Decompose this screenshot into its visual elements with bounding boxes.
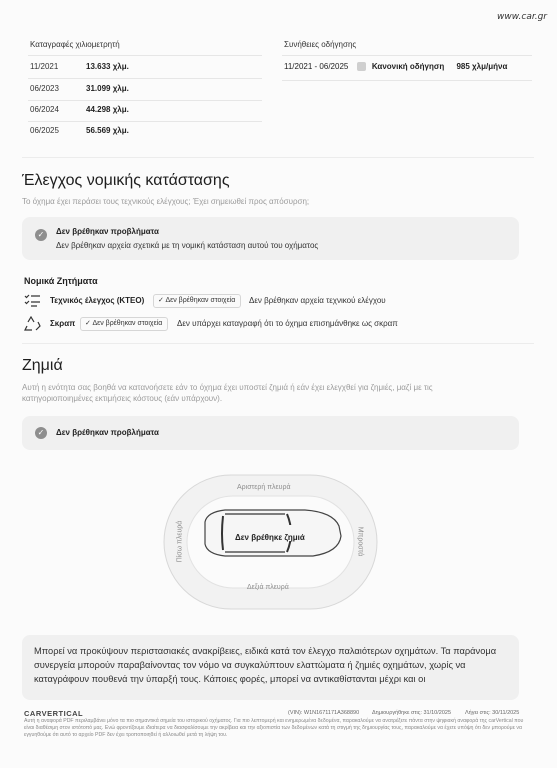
section-divider bbox=[22, 157, 534, 158]
damage-diagram bbox=[163, 474, 378, 610]
footer-disclaimer: Αυτή η αναφορά PDF περιλαμβάνει μόνο τα πιο σημαντικά σημεία του ιστορικού οχήματος. Για πιο λεπτομερή και ενημερωμένα δεδομένα, παρακαλούμε να ανατρέξετε πάντα στην ψηφιακή αναφορά της carVertical που είναι διαθέσιμη στον ιστότοπό μας. Ενώ φροντίζουμε ιδιαίτερα να διασφαλίσουμε την ακρίβεια και την αξιοπιστία των δεδομένων κατά τη στιγμή της δημιουργίας τους, παρακαλούμε να έχετε υπόψη ότι δεν μπορούμε να εγγυηθούμε ότι αυτό το αρχείο PDF δεν έχει τροποποιηθεί ή αλλοιωθεί μετά τη λήψη του. bbox=[24, 718, 524, 738]
damage-section-subtitle: Αυτή η ενότητα σας βοηθά να κατανοήσετε εάν το όχημα έχει υποστεί ζημιά ή εάν έχει ελεγχθεί για ζημιές, μαζί με τις κατηγοριοποιημένες εκτιμήσεις κόστους (εάν υπάρχουν). bbox=[22, 383, 433, 403]
legal-status-panel bbox=[22, 217, 519, 260]
odometer-header: Καταγραφές χιλιομετρητή bbox=[30, 40, 120, 49]
car-damage-label: Δεν βρέθηκε ζημιά bbox=[235, 533, 305, 542]
status-badge: ✓ Δεν βρέθηκαν στοιχεία bbox=[80, 317, 168, 331]
divider bbox=[28, 100, 262, 101]
odometer-date: 06/2025 bbox=[30, 126, 59, 135]
legal-issues-title: Νομικά Ζητήματα bbox=[24, 276, 98, 286]
odometer-date: 06/2024 bbox=[30, 105, 59, 114]
legend-swatch bbox=[357, 62, 366, 71]
legal-issue-desc: Δεν υπάρχει καταγραφή ότι το όχημα επισημάνθηκε ως σκραπ bbox=[177, 319, 398, 328]
divider bbox=[28, 55, 262, 56]
legal-section-subtitle: Το όχημα έχει περάσει τους τεχνικούς ελέγχους; Έχει σημειωθεί προς απόσυρση; bbox=[22, 197, 310, 206]
legal-section-title: Έλεγχος νομικής κατάστασης bbox=[22, 172, 230, 189]
divider bbox=[28, 121, 262, 122]
disclaimer-panel bbox=[22, 635, 519, 700]
side-label-bottom: Δεξιά πλευρά bbox=[247, 584, 289, 591]
disclaimer-text: Μπορεί να προκύψουν περιστασιακές ανακρίβειες, ειδικά κατά τον έλεγχο παλαιότερων οχημάτων. Τα παράνομα συνεργεία μπορούν παραβαίνοντας τον νόμο να συγκαλύπτουν ελαττώματα ή ζημιές οχημάτων, χωρίς να καταγράφουν πουθενά την ύπαρξή τους. Κάποιες φορές, μπορεί να αντικαθίστανται μέχρι και οι bbox=[34, 646, 497, 684]
checklist-icon bbox=[24, 293, 42, 310]
badge-label: Δεν βρέθηκαν στοιχεία bbox=[92, 320, 163, 327]
divider bbox=[282, 55, 532, 56]
legal-issue-name: Τεχνικός έλεγχος (ΚΤΕΟ) bbox=[50, 296, 145, 305]
side-label-left: Πίσω πλευρά bbox=[176, 520, 184, 563]
odometer-date: 11/2021 bbox=[30, 62, 59, 71]
footer-vin: (VIN): W1N1671171A368890 bbox=[288, 710, 360, 716]
odometer-value: 31.099 χλμ. bbox=[86, 84, 129, 93]
recycle-icon bbox=[24, 316, 42, 335]
habits-type: Κανονική οδήγηση bbox=[371, 62, 445, 71]
footer-expires: Λήγει στις: 30/11/2025 bbox=[465, 710, 520, 716]
divider bbox=[28, 78, 262, 79]
legal-issue-row bbox=[24, 296, 524, 312]
habits-period: 11/2021 - 06/2025 bbox=[284, 62, 349, 71]
footer-created: Δημιουργήθηκε στις: 31/10/2025 bbox=[372, 710, 451, 716]
status-badge: ✓ Δεν βρέθηκαν στοιχεία bbox=[153, 294, 241, 308]
check-circle-icon: ✓ bbox=[35, 229, 47, 241]
panel-text: Δεν βρέθηκαν αρχεία σχετικά με τη νομική κατάσταση αυτού του οχήματος bbox=[56, 241, 319, 250]
damage-section-title: Ζημιά bbox=[22, 357, 63, 374]
badge-label: Δεν βρέθηκαν στοιχεία bbox=[165, 297, 236, 304]
odometer-value: 44.298 χλμ. bbox=[86, 105, 129, 114]
odometer-value: 56.569 χλμ. bbox=[86, 126, 129, 135]
side-label-right: Μπροστά bbox=[356, 526, 364, 557]
damage-status-panel bbox=[22, 416, 519, 450]
driving-habits-header: Συνήθειες οδήγησης bbox=[284, 40, 357, 49]
odometer-value: 13.633 χλμ. bbox=[86, 62, 129, 71]
site-watermark: www.car.gr bbox=[497, 12, 547, 22]
side-label-top: Αριστερή πλευρά bbox=[237, 484, 291, 491]
check-circle-icon: ✓ bbox=[35, 427, 47, 439]
legal-issue-desc: Δεν βρέθηκαν αρχεία τεχνικού ελέγχου bbox=[249, 296, 386, 305]
section-divider bbox=[22, 343, 534, 344]
brand-logo: CARVERTICAL bbox=[24, 709, 84, 718]
odometer-date: 06/2023 bbox=[30, 84, 59, 93]
panel-title: Δεν βρέθηκαν προβλήματα bbox=[56, 227, 159, 236]
odometer-row bbox=[30, 126, 260, 144]
divider bbox=[282, 80, 532, 81]
legal-issue-row bbox=[24, 319, 524, 335]
legal-issue-name: Σκραπ bbox=[50, 319, 76, 328]
driving-habits-row bbox=[284, 62, 534, 71]
habits-rate: 985 χλμ/μήνα bbox=[456, 62, 508, 71]
panel-title: Δεν βρέθηκαν προβλήματα bbox=[56, 428, 159, 437]
